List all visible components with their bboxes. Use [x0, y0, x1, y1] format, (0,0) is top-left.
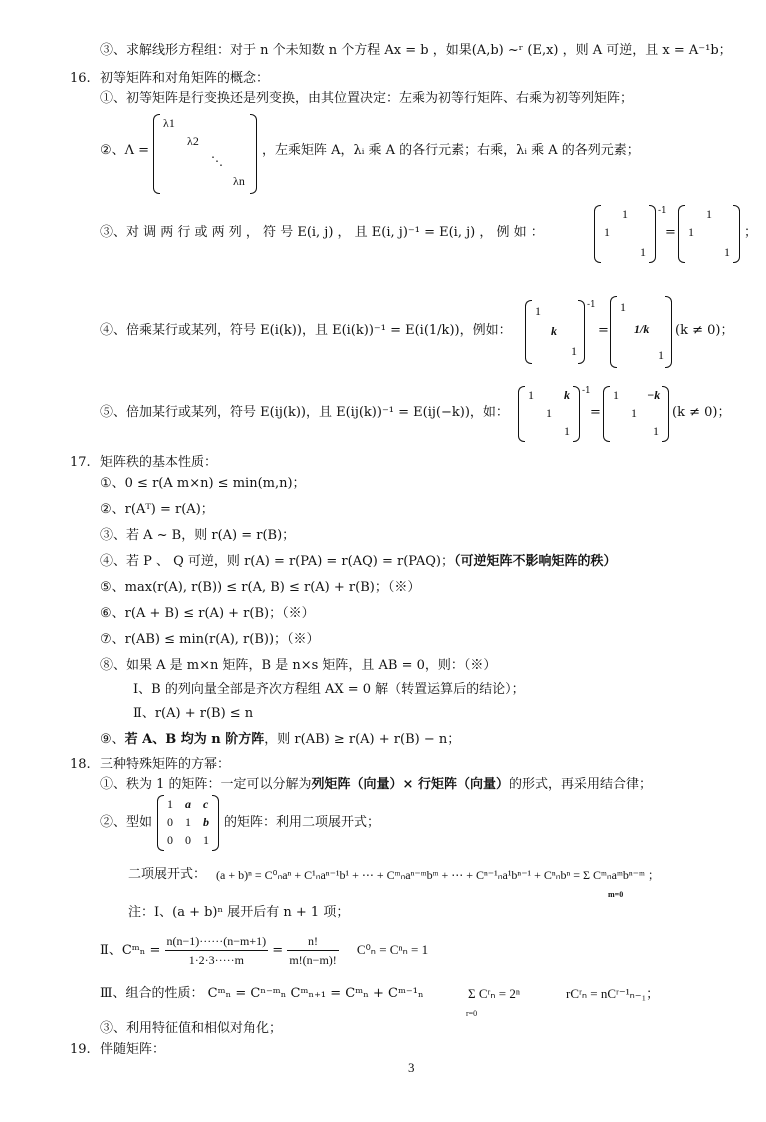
rank-property-8-ii: Ⅱ、r(A) + r(B) ≤ n: [133, 706, 254, 721]
rank-property-9-prefix: ⑨、: [100, 732, 125, 747]
matrix-entry: b: [203, 815, 209, 829]
matrix-entry: 1: [571, 344, 577, 358]
row-add-rule: ⑤、倍加某行或某列，符号 E(ij(k))，且 E(ij(k))⁻¹ = E(ij(−k))，如：: [100, 405, 509, 420]
section-17-number: 17.: [70, 455, 91, 470]
rank-property-1: ①、0 ≤ r(A m×n) ≤ min(m,n)；: [100, 476, 306, 491]
rank-property-8-i: Ⅰ、B 的列向量全部是齐次方程组 AX = 0 解（转置运算后的结论）；: [133, 682, 525, 697]
matrix-entry: 1: [535, 304, 541, 318]
matrix-entry: 1: [640, 245, 646, 259]
binomial-hint: 的矩阵：利用二项展开式；: [224, 815, 381, 830]
matrix-entry: 1: [631, 406, 637, 420]
rank-property-9: [100, 731, 460, 749]
matrix-entry: λ1: [163, 116, 175, 130]
upper-triangular-matrix: [157, 795, 219, 851]
add-matrix: [518, 386, 580, 442]
rank-property-5: ⑤、max(r(A), r(B)) ≤ r(A, B) ≤ r(A) + r(B)；（※）: [100, 580, 421, 595]
rank-one-prefix: ①、秩为 1 的矩阵：一定可以分解为: [100, 777, 312, 792]
matrix-entry: 1: [604, 225, 610, 239]
section-18-title: 三种特殊矩阵的方幂：: [100, 757, 231, 772]
inverse-exponent: -1: [587, 300, 596, 310]
matrix-entry: k: [564, 388, 570, 402]
rank-property-9-result: ，则 r(AB) ≥ r(A) + r(B) − n；: [264, 732, 461, 747]
combination-formula: [100, 932, 428, 969]
matrix-entry: 1: [203, 833, 209, 847]
matrix-entry: 1: [613, 388, 619, 402]
combination-properties: Ⅲ、组合的性质： Cᵐₙ = Cⁿ⁻ᵐₙ Cᵐₙ₊₁ = Cᵐₙ + Cᵐ⁻¹ₙ: [100, 986, 424, 1001]
binomial-label: 二项展开式：: [128, 867, 207, 882]
section-16-title: 初等矩阵和对角矩阵的概念：: [100, 71, 270, 86]
matrix-entry: 1: [620, 300, 626, 314]
matrix-entry: 1: [688, 225, 694, 239]
rank-property-4: [100, 553, 616, 571]
rank-property-6: ⑥、r(A + B) ≤ r(A) + r(B)；（※）: [100, 606, 315, 621]
matrix-entry: 1: [622, 207, 628, 221]
rank-property-3: ③、若 A ~ B，则 r(A) = r(B)；: [100, 528, 296, 543]
rank-property-4-note: （可逆矩阵不影响矩阵的秩）: [453, 554, 617, 569]
matrix-entry: ⋱: [211, 154, 223, 168]
nonzero-condition: (k ≠ 0)；: [672, 405, 731, 420]
semicolon: ；: [744, 225, 758, 240]
matrix-entry: c: [203, 797, 209, 811]
scale-matrix-inverse: [610, 296, 672, 368]
swap-matrix: [594, 205, 656, 263]
matrix-entry: 0: [167, 815, 173, 829]
combination-sum: Σ Cʳₙ = 2ⁿ: [468, 986, 520, 1001]
binomial-formula: (a + b)ⁿ = C⁰ₙaⁿ + C¹ₙaⁿ⁻¹b¹ + ⋯ + Cᵐₙaⁿ⁻ᵐbᵐ + ⋯ + Cⁿ⁻¹ₙa¹bⁿ⁻¹ + Cⁿₙbⁿ = Σ Cᵐₙaᵐbⁿ⁻ᵐ ；: [216, 868, 660, 882]
diagonal-matrix-rule: ，左乘矩阵 A，λᵢ 乘 A 的各行元素；右乘，λᵢ 乘 A 的各列元素；: [262, 143, 640, 158]
fraction-numerator: n(n−1)······(n−m+1): [165, 932, 269, 951]
matrix-entry: 1: [185, 815, 191, 829]
equals-sign: =: [272, 943, 284, 958]
combination-boundary: C⁰ₙ = Cⁿₙ = 1: [356, 942, 429, 957]
row-scale-rule: ④、倍乘某行或某列，符号 E(i(k))，且 E(i(k))⁻¹ = E(i(1/k))，例如：: [100, 323, 512, 338]
sigma-index: m=0: [608, 890, 624, 899]
matrix-entry: 1: [724, 245, 730, 259]
matrix-entry: 1: [658, 348, 664, 362]
matrix-entry: 1: [564, 424, 570, 438]
swap-matrix-inverse: [678, 205, 740, 263]
diagonalization-method: ③、利用特征值和相似对角化；: [100, 1021, 283, 1036]
combination-fraction-2: [287, 932, 338, 969]
fraction-denominator: m!(n−m)!: [289, 953, 337, 967]
rank-property-9-condition: 若 A、B 均为 n 阶方阵: [124, 732, 265, 747]
inverse-exponent: -1: [658, 206, 667, 216]
rank-property-8: ⑧、如果 A 是 m×n 矩阵，B 是 n×s 矩阵，且 AB = 0，则：（※）: [100, 658, 497, 673]
add-matrix-inverse: [603, 386, 669, 442]
section-16-number: 16.: [70, 71, 91, 86]
rank-one-suffix: 的形式，再采用结合律；: [508, 777, 652, 792]
section-19-title: 伴随矩阵：: [100, 1042, 166, 1057]
equals-sign: =: [598, 323, 609, 338]
diagonal-matrix: [153, 114, 257, 194]
lambda-label: ②、Λ =: [100, 143, 150, 158]
section-18-number: 18.: [70, 757, 91, 772]
matrix-entry: 1: [528, 388, 534, 402]
binomial-note-i: 注：Ⅰ、(a + b)ⁿ 展开后有 n + 1 项；: [128, 905, 350, 920]
matrix-entry: 1: [653, 424, 659, 438]
combination-sum-index: r=0: [466, 1009, 478, 1018]
matrix-entry: λ2: [187, 134, 199, 148]
elementary-matrix-rule: ①、初等矩阵是行变换还是列变换，由其位置决定：左乘为初等行矩阵、右乘为初等列矩阵；: [100, 91, 634, 106]
fraction-denominator: 1·2·3·····m: [188, 953, 244, 967]
combination-label: Ⅱ、Cᵐₙ =: [100, 943, 161, 958]
page-number: 3: [408, 1060, 415, 1075]
inverse-exponent: -1: [582, 386, 591, 396]
matrix-entry: 1: [546, 406, 552, 420]
matrix-entry: λn: [233, 174, 245, 188]
section-17-title: 矩阵秩的基本性质：: [100, 455, 218, 470]
section-19-number: 19.: [70, 1042, 91, 1057]
matrix-entry: 0: [167, 833, 173, 847]
equals-sign: =: [665, 225, 676, 240]
rank-one-power: [100, 776, 652, 794]
combination-identity: rCʳₙ = nCʳ⁻¹ₙ₋₁；: [566, 986, 660, 1001]
linear-system-solution: ③、求解线形方程组：对于 n 个未知数 n 个方程 Ax = b ，如果(A,b) ~ʳ (E,x) ，则 A 可逆，且 x = A⁻¹b；: [100, 43, 732, 58]
matrix-entry: 1: [167, 797, 173, 811]
matrix-entry: 1: [706, 207, 712, 221]
scale-matrix: [525, 300, 585, 364]
upper-triangular-label: ②、型如: [100, 815, 153, 830]
matrix-entry: k: [551, 324, 557, 338]
row-swap-rule: ③、对 调 两 行 或 两 列 ， 符 号 E(i, j) ， 且 E(i, j)⁻¹ = E(i, j) ， 例 如 ：: [100, 225, 544, 240]
matrix-entry: −k: [647, 388, 661, 402]
fraction-numerator: n!: [287, 932, 338, 951]
nonzero-condition: (k ≠ 0)；: [675, 323, 734, 338]
rank-property-2: ②、r(Aᵀ) = r(A)；: [100, 502, 214, 517]
rank-property-7: ⑦、r(AB) ≤ min(r(A), r(B))；（※）: [100, 632, 320, 647]
rank-property-4-text: ④、若 P 、 Q 可逆，则 r(A) = r(PA) = r(AQ) = r(PAQ)；: [100, 554, 454, 569]
matrix-entry: 1/k: [634, 322, 650, 336]
combination-fraction-1: [165, 932, 269, 969]
matrix-entry: a: [185, 797, 191, 811]
matrix-entry: 0: [185, 833, 191, 847]
equals-sign: =: [590, 405, 601, 420]
rank-one-decomposition: 列矩阵（向量）× 行矩阵（向量）: [311, 777, 509, 792]
